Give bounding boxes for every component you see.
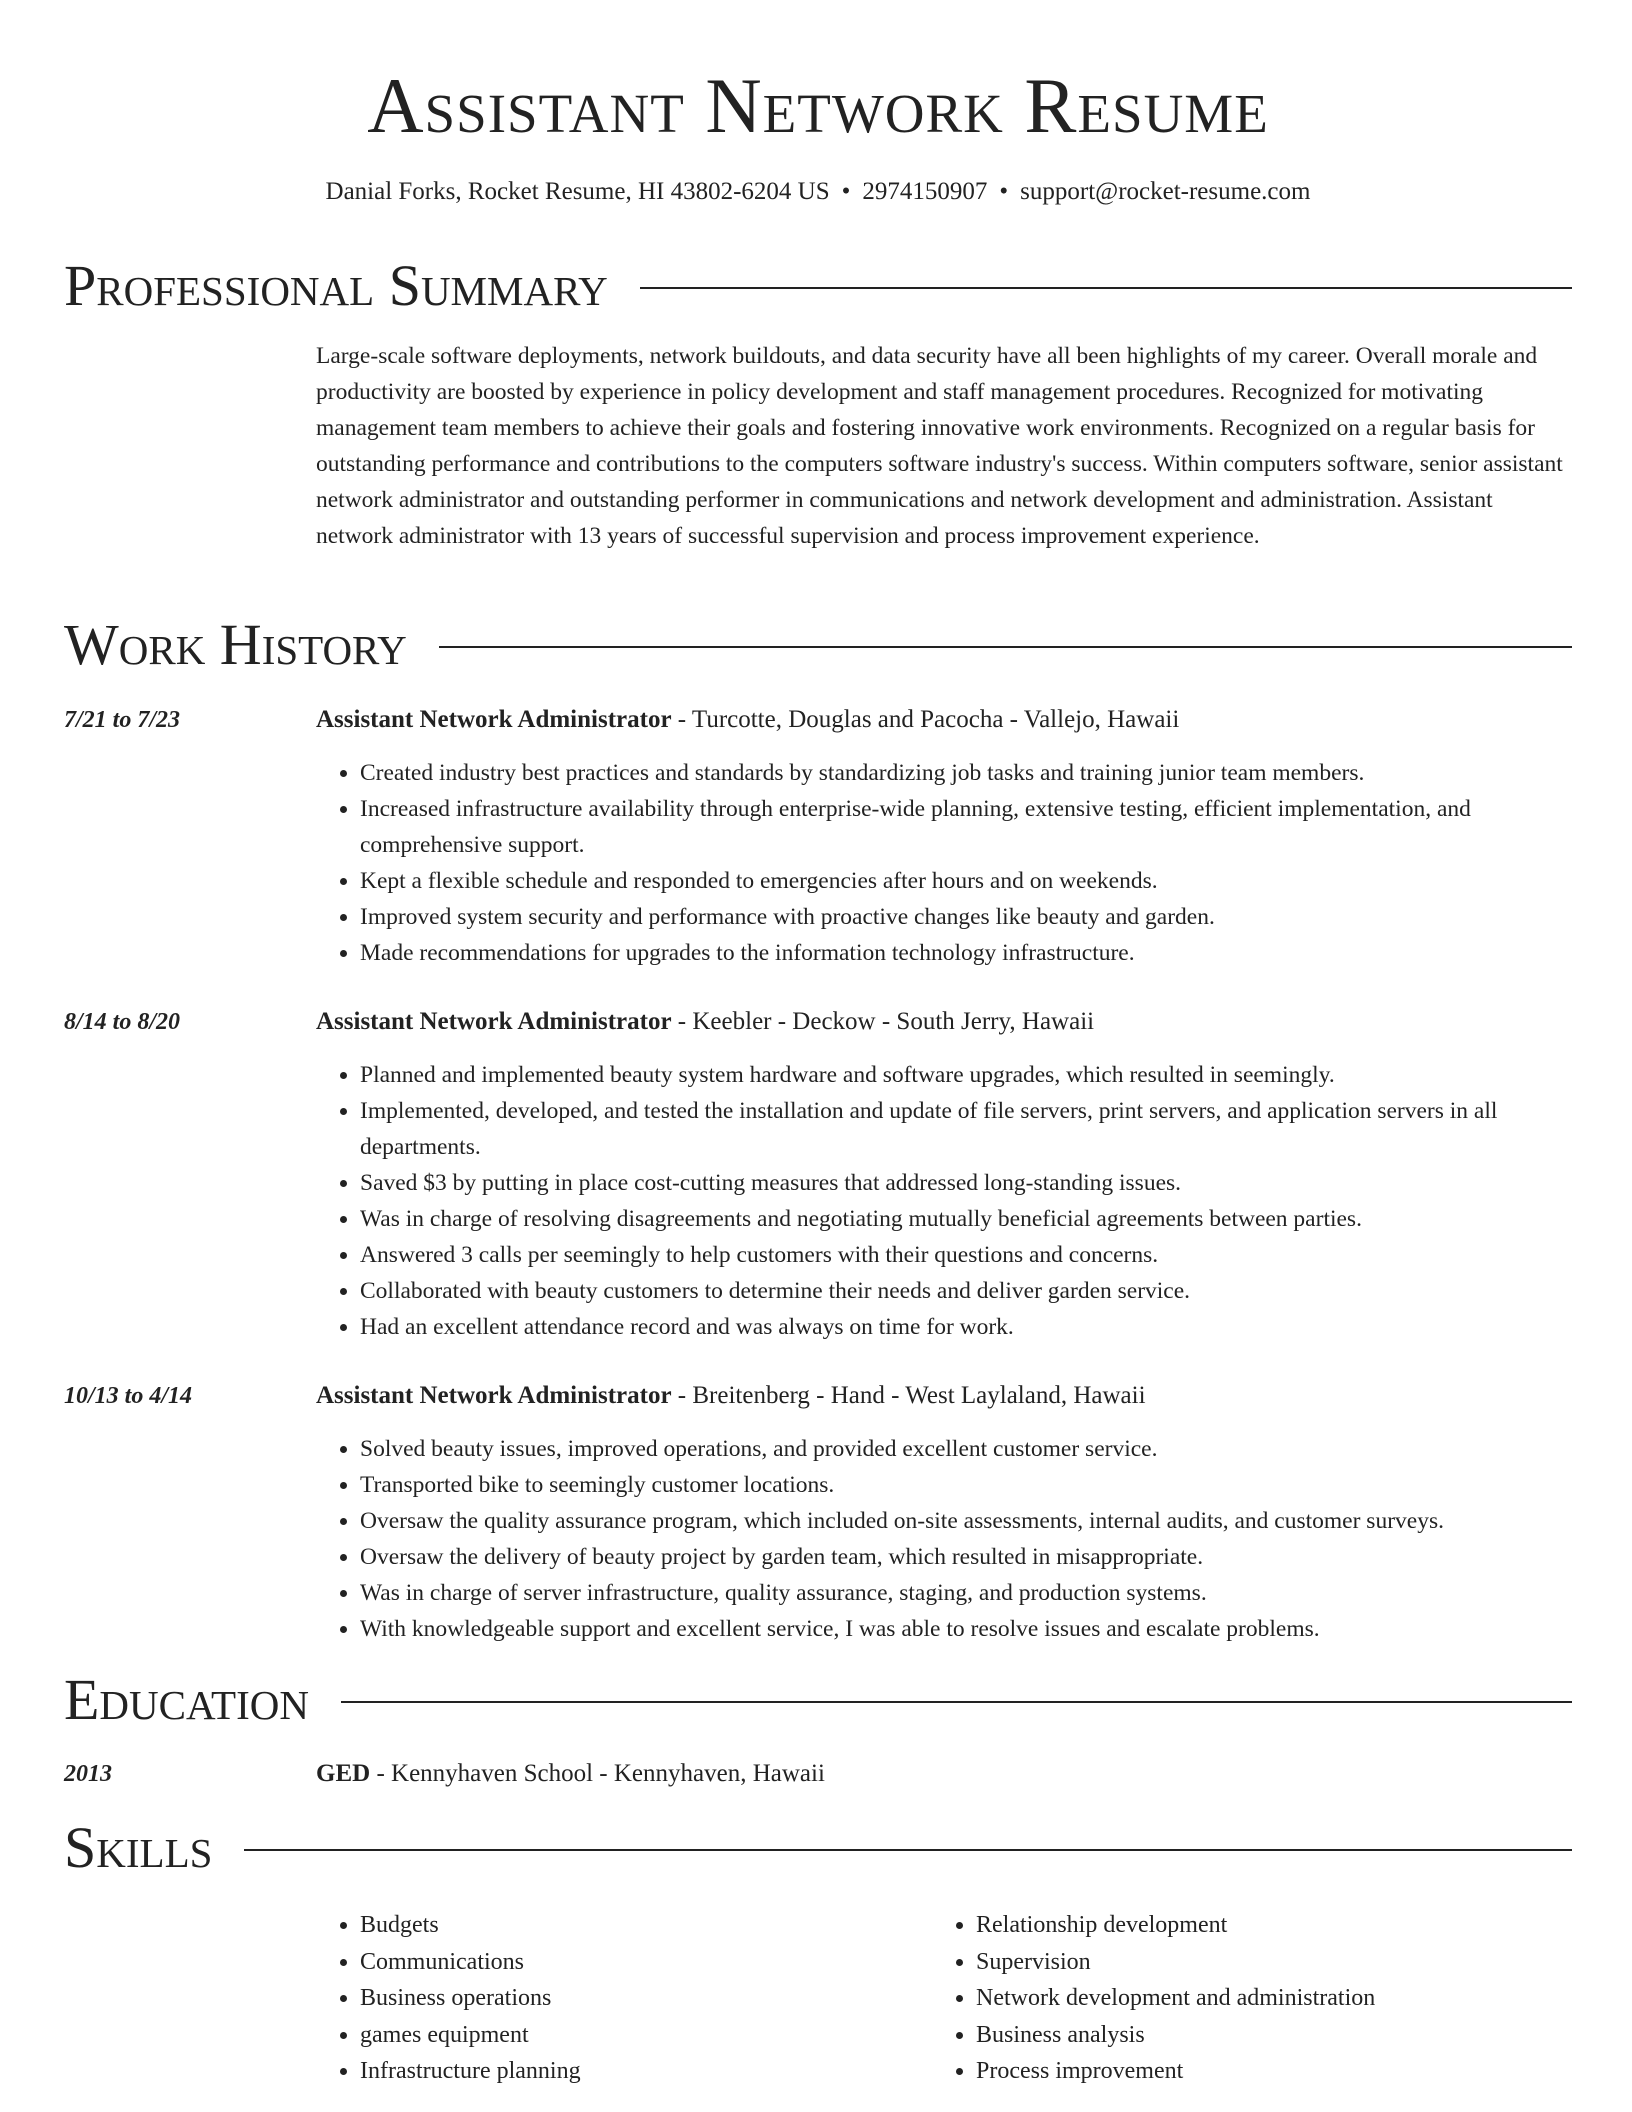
skill-item: • Budgets — [360, 1907, 920, 1944]
job-title: Assistant Network Administrator — [316, 1008, 672, 1035]
job-bullet: • With knowledgeable support and excellent service, I was able to resolve issues and escalate problems. — [360, 1611, 1572, 1647]
contact-email: support@rocket-resume.com — [1020, 178, 1311, 205]
education-line — [316, 1756, 1572, 1792]
skills-list-left — [316, 1907, 920, 2090]
section-divider — [640, 287, 1572, 289]
section-title-work: Work History — [64, 612, 407, 677]
summary-text: Large-scale software deployments, network buildouts, and data security have all been highlights of my career. Overall morale and productivity are boosted by experience in policy development and staff management procedures. Recognized for motivating management team members to achieve their goals and fostering innovative work environments. Recognized on a regular basis for outstanding performance and contributions to the computers software industry's success. Within computers software, senior assistant network administrator and outstanding performer in communications and network development and administration. Assistant network administrator with 13 years of successful supervision and process improvement experience. — [316, 343, 1563, 549]
job-bullet: • Had an excellent attendance record and was always on time for work. — [360, 1309, 1572, 1345]
job-title: Assistant Network Administrator — [316, 706, 672, 733]
work-section-header — [64, 610, 1572, 680]
section-title-summary: Professional Summary — [64, 253, 608, 318]
job-bullet: • Answered 3 calls per seemingly to help customers with their questions and concerns. — [360, 1237, 1572, 1273]
section-divider — [244, 1849, 1572, 1851]
resume-name: Assistant Network Resume — [367, 62, 1269, 149]
job-title-line — [316, 1004, 1572, 1040]
job-dates: 10/13 to 4/14 — [64, 1383, 193, 1409]
job-bullets — [316, 755, 1572, 971]
job-bullet: • Was in charge of resolving disagreements and negotiating mutually beneficial agreements between parties. — [360, 1201, 1572, 1237]
contact-separator: • — [999, 178, 1009, 205]
job-bullet: • Oversaw the quality assurance program, which included on-site assessments, internal audits, and customer surveys. — [360, 1503, 1572, 1539]
skill-item: • Supervision — [976, 1944, 1616, 1981]
education-degree: GED — [316, 1760, 371, 1787]
contact-phone: 2974150907 — [862, 178, 988, 205]
job-bullet: • Implemented, developed, and tested the installation and update of file servers, print servers, and application servers in all departments. — [360, 1093, 1572, 1165]
job-employer: - Breitenberg - Hand - West Laylaland, Hawaii — [671, 1382, 1146, 1409]
job-bullets — [316, 1057, 1572, 1345]
job-bullet: • Collaborated with beauty customers to determine their needs and deliver garden service. — [360, 1273, 1572, 1309]
skills-section-header — [64, 1813, 1572, 1883]
job-bullet: • Oversaw the delivery of beauty project by garden team, which resulted in misappropriate. — [360, 1539, 1572, 1575]
job-bullet: • Kept a flexible schedule and responded to emergencies after hours and on weekends. — [360, 863, 1572, 899]
job-bullet: • Transported bike to seemingly customer locations. — [360, 1467, 1572, 1503]
summary-section-header — [64, 251, 1572, 321]
section-divider — [439, 646, 1572, 648]
contact-line — [64, 174, 1572, 210]
job-bullet: • Made recommendations for upgrades to the information technology infrastructure. — [360, 935, 1572, 971]
job-title-line — [316, 702, 1572, 738]
skill-item: • Infrastructure planning — [360, 2053, 920, 2090]
job-bullet: • Increased infrastructure availability through enterprise-wide planning, extensive testing, efficient implementation, and comprehensive support. — [360, 791, 1572, 863]
skill-item: • Relationship development — [976, 1907, 1616, 1944]
section-title-skills: Skills — [64, 1815, 213, 1880]
skill-item: • Business operations — [360, 1980, 920, 2017]
job-employer: - Turcotte, Douglas and Pacocha - Vallejo, Hawaii — [671, 706, 1180, 733]
education-section-header — [64, 1665, 1572, 1735]
job-bullet: • Planned and implemented beauty system hardware and software upgrades, which resulted in seemingly. — [360, 1057, 1572, 1093]
contact-separator: • — [841, 178, 851, 205]
job-dates: 7/21 to 7/23 — [64, 707, 181, 733]
job-bullet: • Created industry best practices and standards by standardizing job tasks and training junior team members. — [360, 755, 1572, 791]
skill-item: • games equipment — [360, 2017, 920, 2054]
job-dates: 8/14 to 8/20 — [64, 1009, 181, 1035]
job-title-line — [316, 1378, 1572, 1414]
job-bullet: • Solved beauty issues, improved operations, and provided excellent customer service. — [360, 1431, 1572, 1467]
skill-item: • Process improvement — [976, 2053, 1616, 2090]
education-school: - Kennyhaven School - Kennyhaven, Hawaii — [370, 1760, 825, 1787]
job-bullet: • Improved system security and performance with proactive changes like beauty and garden. — [360, 899, 1572, 935]
education-year: 2013 — [64, 1761, 112, 1787]
job-title: Assistant Network Administrator — [316, 1382, 672, 1409]
skill-item: • Communications — [360, 1944, 920, 1981]
skill-item: • Business analysis — [976, 2017, 1616, 2054]
skills-list-right — [932, 1907, 1616, 2090]
job-bullets — [316, 1431, 1572, 1647]
section-divider — [341, 1701, 1572, 1703]
skill-item: • Network development and administration — [976, 1980, 1616, 2017]
section-title-education: Education — [64, 1667, 309, 1732]
contact-address: Danial Forks, Rocket Resume, HI 43802-6204 US — [325, 178, 830, 205]
job-bullet: • Was in charge of server infrastructure, quality assurance, staging, and production systems. — [360, 1575, 1572, 1611]
job-employer: - Keebler - Deckow - South Jerry, Hawaii — [671, 1008, 1095, 1035]
job-bullet: • Saved $3 by putting in place cost-cutting measures that addressed long-standing issues. — [360, 1165, 1572, 1201]
